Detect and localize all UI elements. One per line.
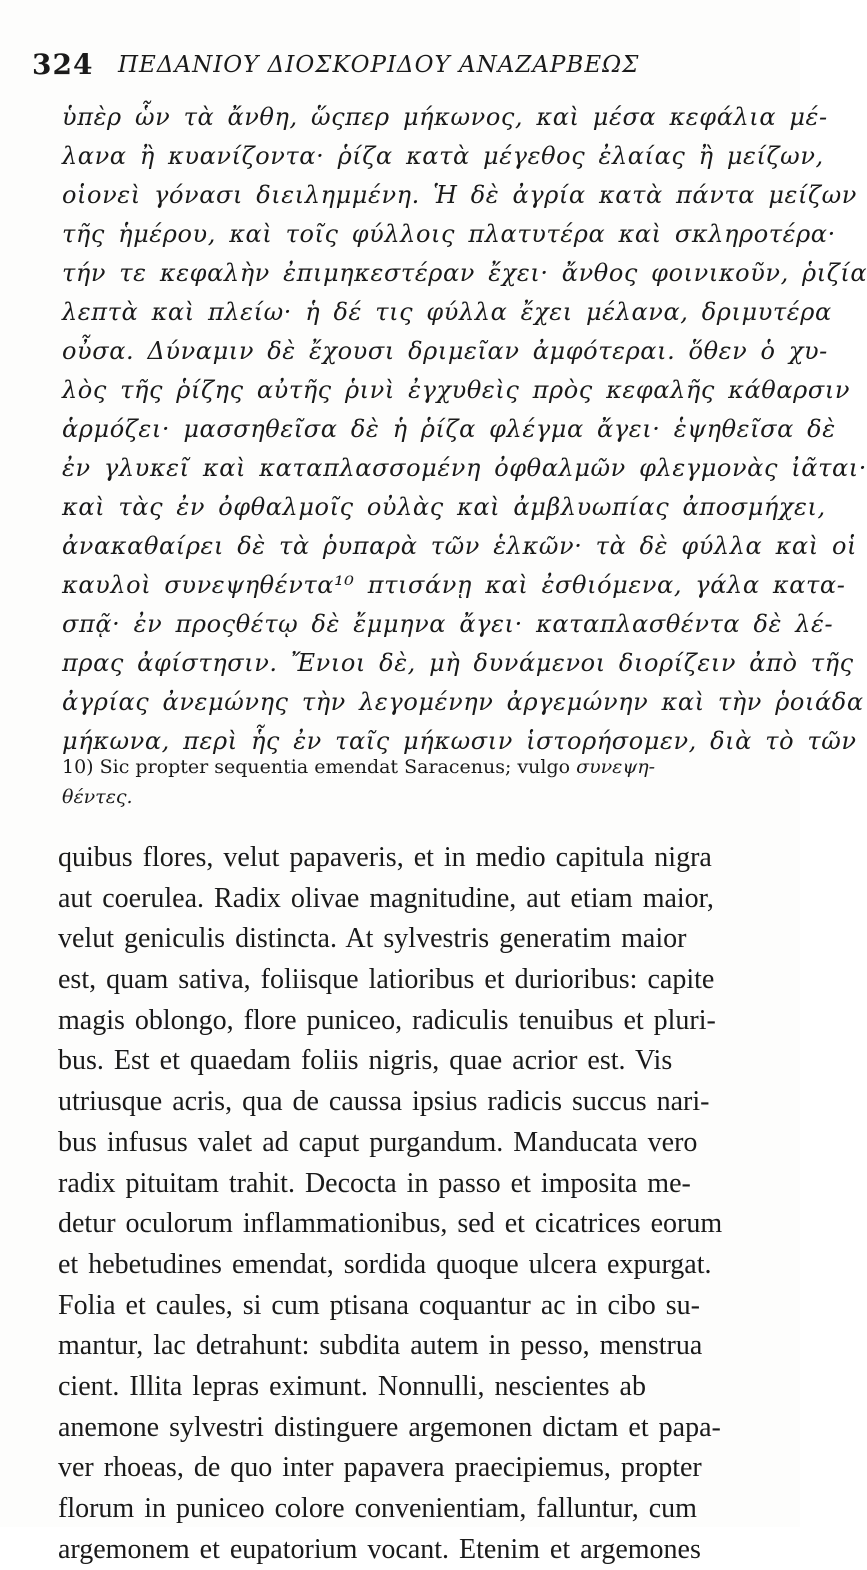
greek-line: τῆς ἡμέρου, καὶ τοῖς φύλλοις πλατυτέρα καὶ σκληροτέρα·	[62, 220, 836, 248]
greek-line: καὶ τὰς ἐν ὀφθαλμοῖς οὐλὰς καὶ ἀμβλυωπίας ἀποσμήχει,	[62, 493, 826, 521]
page-header	[32, 48, 772, 88]
greek-line: λεπτὰ καὶ πλείω· ἡ δέ τις φύλλα ἔχει μέλανα, δριμυτέρα	[62, 298, 832, 326]
latin-line: bus infusus valet ad caput purgandum. Manducata vero	[58, 1126, 698, 1158]
latin-line: et hebetudines emendat, sordida quoque ulcera expurgat.	[58, 1248, 712, 1280]
greek-line: ἀγρίας ἀνεμώνης τὴν λεγομένην ἀργεμώνην καὶ τὴν ῥοιάδα	[62, 688, 864, 716]
latin-line: detur oculorum inflammationibus, sed et cicatrices eorum	[58, 1208, 723, 1240]
greek-line: τήν τε κεφαλὴν ἐπιμηκεστέραν ἔχει· ἄνθος φοινικοῦν, ῥιζία	[62, 259, 867, 287]
latin-line: velut geniculis distincta. At sylvestris generatim maior	[58, 923, 687, 955]
latin-line: florum in puniceo colore convenientiam, falluntur, cum	[58, 1493, 697, 1524]
footnote	[62, 752, 774, 812]
greek-line: ὑπὲρ ὧν τὰ ἄνθη, ὥςπερ μήκωνος, καὶ μέσα κεφάλια μέ-	[62, 103, 828, 131]
latin-line: utriusque acris, qua de caussa ipsius radicis succus nari-	[58, 1086, 710, 1118]
latin-line: ver rhoeas, de quo inter papavera praecipiemus, propter	[58, 1452, 702, 1484]
latin-text-block	[58, 838, 772, 1570]
latin-line: radix pituitam trahit. Decocta in passo et imposita me-	[58, 1167, 691, 1199]
footnote-line	[62, 782, 774, 812]
latin-line: magis oblongo, flore puniceo, radiculis tenuibus et pluri-	[58, 1004, 716, 1036]
greek-line: οἱονεὶ γόνασι διειλημμένη. Ἡ δὲ ἀγρία κατὰ πάντα μείζων	[62, 181, 857, 209]
greek-line: σπᾷ· ἐν προςθέτῳ δὲ ἔμμηνα ἄγει· καταπλασθέντα δὲ λέ-	[62, 610, 834, 638]
footnote-text: 10) Sic propter sequentia emendat Saracenus; vulgo	[62, 756, 577, 778]
latin-line: mantur, lac detrahunt: subdita autem in pesso, menstrua	[58, 1330, 703, 1362]
footnote-line	[62, 752, 774, 782]
greek-text-block	[62, 98, 867, 761]
greek-line: ἀνακαθαίρει δὲ τὰ ῥυπαρὰ τῶν ἑλκῶν· τὰ δὲ φύλλα καὶ οἱ	[62, 532, 858, 560]
greek-line: ἁρμόζει· μασσηθεῖσα δὲ ἡ ῥίζα φλέγμα ἄγει· ἑψηθεῖσα δὲ	[62, 415, 836, 443]
latin-line: cient. Illita lepras eximunt. Nonnulli, nescientes ab	[58, 1370, 646, 1402]
greek-line: ἐν γλυκεῖ καὶ καταπλασσομένη ὀφθαλμῶν φλεγμονὰς ἰᾶται·	[62, 454, 867, 482]
latin-line: aut coerulea. Radix olivae magnitudine, aut etiam maior,	[58, 882, 714, 914]
page-number: 324	[32, 48, 94, 81]
greek-line: μήκωνα, περὶ ἧς ἐν ταῖς μήκωσιν ἱστορήσομεν, διὰ τὸ τῶν	[62, 727, 857, 755]
latin-line: est, quam sativa, foliisque latioribus et durioribus: capite	[58, 964, 715, 996]
greek-line: λὸς τῆς ῥίζης αὐτῆς ῥινὶ ἐγχυθεὶς πρὸς κεφαλῆς κάθαρσιν	[62, 376, 851, 404]
latin-line: quibus flores, velut papaveris, et in medio capitula nigra	[58, 842, 712, 873]
greek-line: καυλοὶ συνεψηθέντα¹⁰ πτισάνῃ καὶ ἐσθιόμενα, γάλα κατα-	[62, 571, 846, 599]
footnote-greek: θέντες.	[62, 786, 133, 808]
greek-line: πρας ἀφίστησιν. Ἔνιοι δὲ, μὴ δυνάμενοι διορίζειν ἀπὸ τῆς	[62, 649, 854, 677]
greek-line: οὖσα. Δύναμιν δὲ ἔχουσι δριμεῖαν ἀμφότεραι. ὅθεν ὁ χυ-	[62, 337, 828, 365]
latin-line: anemone sylvestri distinguere argemonen dictam et papa-	[58, 1411, 721, 1443]
latin-line: Folia et caules, si cum ptisana coquantur ac in cibo su-	[58, 1289, 700, 1321]
footnote-greek: συνεψη-	[576, 756, 656, 778]
greek-line: λανα ἢ κυανίζοντα· ῥίζα κατὰ μέγεθος ἐλαίας ἢ μείζων,	[62, 142, 824, 170]
running-head: ΠΕΔΑΝΙΟΥ ΔΙΟΣΚΟΡΙΔΟΥ ΑΝΑΖΑΡΒΕΩΣ	[118, 52, 640, 78]
latin-line: bus. Est et quaedam foliis nigris, quae acrior est. Vis	[58, 1045, 673, 1077]
latin-line: argemonem et eupatorium vocant. Etenim et argemones	[58, 1533, 701, 1565]
